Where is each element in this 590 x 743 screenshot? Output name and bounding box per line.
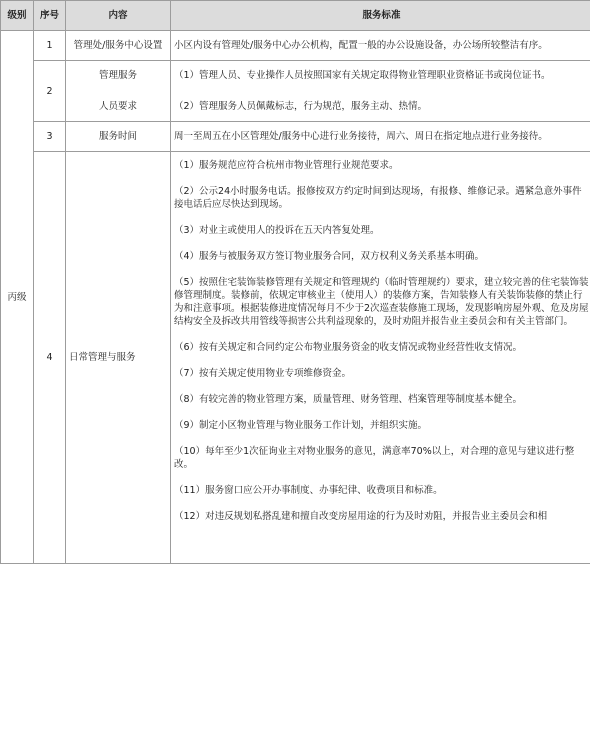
header-level: 级别 bbox=[1, 1, 34, 31]
row-number: 1 bbox=[34, 31, 66, 61]
table-row bbox=[1, 61, 590, 122]
standard-item: （1）管理人员、专业操作人员按照国家有关规定取得物业管理职业资格证书或岗位证书。 bbox=[174, 70, 551, 81]
row-standard bbox=[171, 152, 590, 564]
header-standard: 服务标准 bbox=[171, 1, 590, 31]
standard-item: （1）服务规范应符合杭州市物业管理行业规范要求。 bbox=[174, 160, 399, 171]
standard-item: （5）按照住宅装饰装修管理有关规定和管理规约（临时管理规约）要求，建立较完善的住宅装饰装修管理制度。装修前，依规定审核业主（使用人）的装修方案，告知装修人有关装饰装修的禁止行为和注意事项。根据装修进度情况每月不少于2次巡查装修施工现场，发现影响房屋外观、危及房屋结构安全及拆改共用管线等损害公共利益现象的，及时劝阻并报告业主委员会和有关主管部门。 bbox=[174, 277, 589, 327]
standard-item: （4）服务与被服务双方签订物业服务合同，双方权利义务关系基本明确。 bbox=[174, 251, 485, 262]
standard-item: （8）有较完善的物业管理方案，质量管理、财务管理、档案管理等制度基本健全。 bbox=[174, 394, 523, 405]
content-line: 管理服务 bbox=[98, 70, 137, 81]
row-content: 服务时间 bbox=[66, 122, 171, 152]
level-cell: 丙级 bbox=[1, 31, 34, 564]
row-number: 3 bbox=[34, 122, 66, 152]
standard-item: （3）对业主或使用人的投诉在五天内答复处理。 bbox=[174, 225, 380, 236]
header-row bbox=[1, 1, 590, 31]
standard-item: （7）按有关规定使用物业专项维修资金。 bbox=[174, 368, 352, 379]
standard-item: （12）对违反规划私搭乱建和擅自改变房屋用途的行为及时劝阻，并报告业主委员会和相 bbox=[174, 511, 548, 522]
standard-item: （6）按有关规定和合同约定公布物业服务资金的收支情况或物业经营性收支情况。 bbox=[174, 342, 523, 353]
table-row bbox=[1, 31, 590, 61]
standard-item: （11）服务窗口应公开办事制度、办事纪律、收费项目和标准。 bbox=[174, 485, 443, 496]
table-row bbox=[1, 152, 590, 564]
standard-item: （2）公示24小时服务电话。报修按双方约定时间到达现场，有报修、维修记录。遇紧急意外事件接电话后应尽快达到现场。 bbox=[174, 186, 582, 210]
row-standard bbox=[171, 61, 590, 122]
row-content bbox=[66, 61, 171, 122]
standard-item: （2）管理服务人员佩戴标志，行为规范，服务主动、热情。 bbox=[174, 101, 428, 112]
content-line: 人员要求 bbox=[98, 101, 137, 112]
standard-item: （10）每年至少1次征询业主对物业服务的意见，满意率70%以上，对合理的意见与建议进行整改。 bbox=[174, 446, 575, 470]
standard-item: （9）制定小区物业管理与物业服务工作计划，并组织实施。 bbox=[174, 420, 428, 431]
row-number: 4 bbox=[34, 152, 66, 564]
header-content: 内容 bbox=[66, 1, 171, 31]
row-standard: 周一至周五在小区管理处/服务中心进行业务接待，周六、周日在指定地点进行业务接待。 bbox=[171, 122, 590, 152]
row-content: 管理处/服务中心设置 bbox=[66, 31, 171, 61]
table-row bbox=[1, 122, 590, 152]
header-no: 序号 bbox=[34, 1, 66, 31]
row-number: 2 bbox=[34, 61, 66, 122]
row-content: 日常管理与服务 bbox=[66, 152, 171, 564]
row-standard: 小区内设有管理处/服务中心办公机构，配置一般的办公设施设备，办公场所较整洁有序。 bbox=[171, 31, 590, 61]
